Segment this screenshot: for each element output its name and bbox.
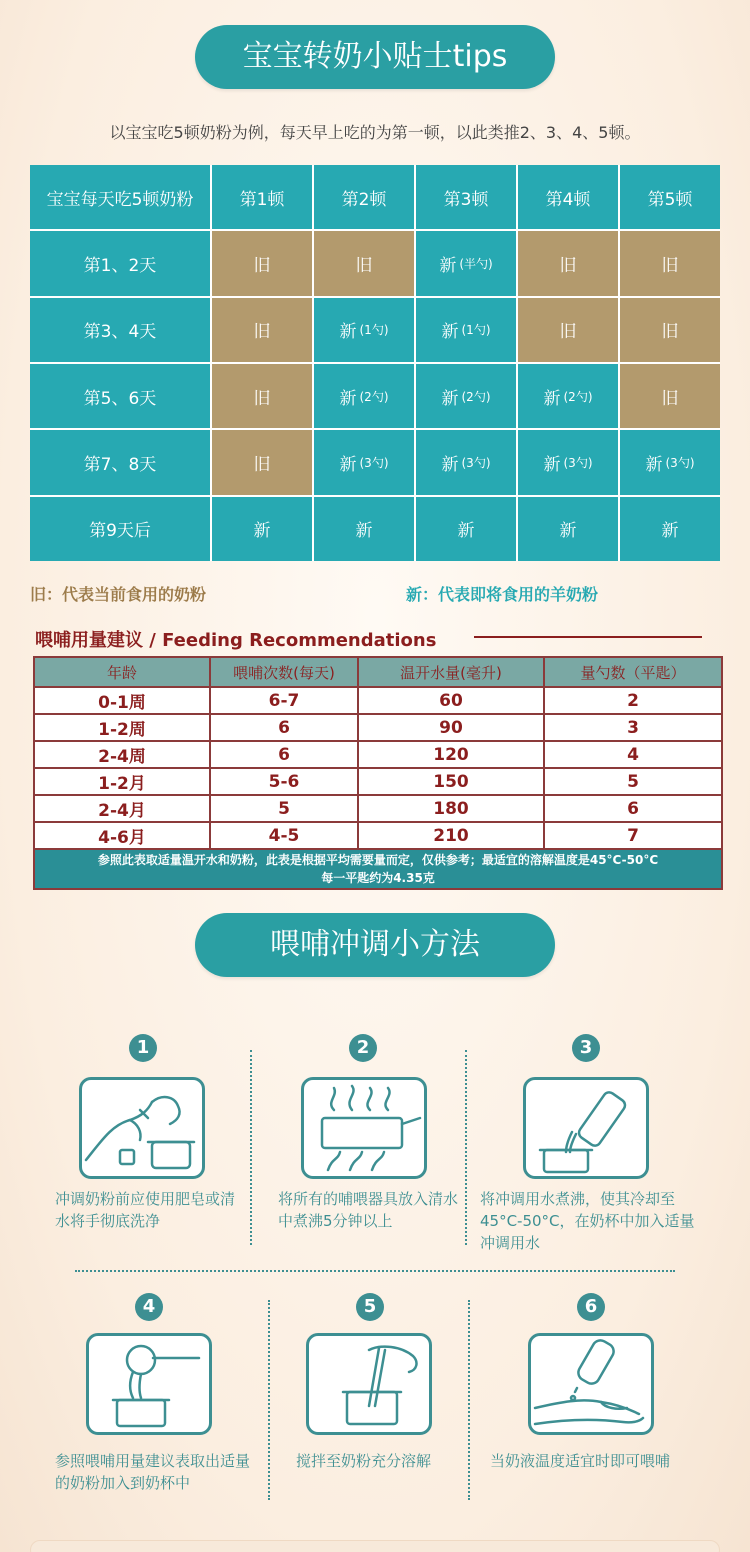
step-text: 搅拌至奶粉充分溶解 [296, 1452, 432, 1470]
table-cell: 2 [544, 687, 722, 714]
step-text: 冲调奶粉前应使用肥皂或清水将手彻底洗净 [55, 1190, 236, 1230]
divider [250, 1050, 252, 1245]
legend-old: 旧：代表当前食用的奶粉 [30, 585, 207, 604]
cell-new-formula [518, 430, 618, 494]
cell-new-formula [416, 497, 516, 561]
cell-label: 新 [339, 388, 357, 409]
table-cell: 6-7 [210, 687, 358, 714]
cell-scoop-note: (2勺) [359, 389, 389, 404]
cell-label: 新 [339, 454, 357, 475]
cell-label: 旧 [661, 388, 679, 409]
table-cell: 2-4月 [34, 795, 210, 822]
table-header-cell: 第2顿 [314, 165, 414, 229]
section-title-tips: 宝宝转奶小贴士tips [195, 25, 555, 89]
feeding-table [33, 656, 723, 890]
cell-scoop-note: (2勺) [563, 389, 593, 404]
cell-label: 新 [355, 521, 373, 542]
step-text: 将冲调用水煮沸，使其冷却至45°C-50°C，在奶杯中加入适量冲调用水 [480, 1190, 695, 1252]
cell-old-formula [212, 364, 312, 428]
cell-label: 旧 [559, 322, 577, 343]
cell-old-formula [518, 231, 618, 295]
cell-new-formula [314, 430, 414, 494]
table-cell: 90 [358, 714, 544, 741]
step-text: 将所有的哺喂器具放入清水中煮沸5分钟以上 [278, 1190, 459, 1230]
stir-icon [306, 1333, 432, 1435]
table-cell: 3 [544, 714, 722, 741]
table-row-label: 第9天后 [30, 497, 210, 561]
cell-label: 新 [457, 521, 475, 542]
table-row-label: 第7、8天 [30, 430, 210, 494]
table-row [34, 768, 722, 795]
cell-label: 新 [441, 322, 459, 343]
feeding-title: 喂哺用量建议 / Feeding Recommendations [35, 630, 437, 651]
step-number: 6 [577, 1293, 605, 1321]
table-cell: 60 [358, 687, 544, 714]
cell-old-formula [212, 298, 312, 362]
step-number: 2 [349, 1034, 377, 1062]
cell-label: 旧 [355, 255, 373, 276]
cell-old-formula [212, 231, 312, 295]
table-cell: 5 [544, 768, 722, 795]
table-header-cell: 宝宝每天吃5顿奶粉 [30, 165, 210, 229]
cell-label: 新 [559, 521, 577, 542]
table-cell: 4 [544, 741, 722, 768]
feeding-header-water: 温开水量(毫升) [358, 657, 544, 687]
step-number: 4 [135, 1293, 163, 1321]
cell-new-formula [620, 430, 720, 494]
feeding-header-scoops: 量勺数（平匙） [544, 657, 722, 687]
step-text: 当奶液温度适宜时即可喂哺 [490, 1452, 671, 1470]
cell-scoop-note: (1勺) [461, 323, 491, 338]
cell-scoop-note: (3勺) [359, 455, 389, 470]
boil-pot-icon [301, 1077, 427, 1179]
table-row [34, 822, 722, 849]
feeding-header-times: 喂哺次数(每天) [210, 657, 358, 687]
table-header-cell: 第5顿 [620, 165, 720, 229]
table-cell: 4-5 [210, 822, 358, 849]
cell-new-formula [416, 298, 516, 362]
table-cell: 120 [358, 741, 544, 768]
bottom-bar [30, 1540, 720, 1552]
cell-old-formula [314, 231, 414, 295]
wash-hands-icon [79, 1077, 205, 1179]
table-row [34, 741, 722, 768]
cell-new-formula [314, 298, 414, 362]
cell-label: 新 [645, 454, 663, 475]
table-cell: 5-6 [210, 768, 358, 795]
transition-table [30, 165, 720, 561]
table-cell: 1-2月 [34, 768, 210, 795]
feeding-note-line1: 参照此表取适量温开水和奶粉，此表是根据平均需要量而定，仅供参考；最适宜的溶解温度是45°C-50°C [97, 853, 659, 867]
intro-text: 以宝宝吃5顿奶粉为例，每天早上吃的为第一顿，以此类推2、3、4、5顿。 [109, 123, 641, 142]
table-cell: 6 [210, 741, 358, 768]
cell-label: 新 [543, 454, 561, 475]
table-cell: 1-2周 [34, 714, 210, 741]
pour-water-icon [523, 1077, 649, 1179]
table-cell: 2-4周 [34, 741, 210, 768]
cell-label: 新 [441, 388, 459, 409]
table-cell: 6 [210, 714, 358, 741]
cell-label: 旧 [253, 255, 271, 276]
divider [465, 1050, 467, 1245]
cell-label: 旧 [253, 454, 271, 475]
cell-label: 新 [441, 454, 459, 475]
table-cell: 0-1周 [34, 687, 210, 714]
cell-new-formula [314, 364, 414, 428]
cell-label: 新 [661, 521, 679, 542]
cell-new-formula [416, 231, 516, 295]
step-number: 5 [356, 1293, 384, 1321]
title-underline [474, 636, 702, 638]
step-number: 3 [572, 1034, 600, 1062]
table-row-label: 第3、4天 [30, 298, 210, 362]
cell-scoop-note: (3勺) [665, 455, 695, 470]
table-row-label: 第5、6天 [30, 364, 210, 428]
feeding-header-age: 年龄 [34, 657, 210, 687]
step-text: 参照喂哺用量建议表取出适量的奶粉加入到奶杯中 [55, 1452, 251, 1492]
cell-label: 旧 [661, 255, 679, 276]
cell-label: 旧 [559, 255, 577, 276]
cell-old-formula [620, 231, 720, 295]
table-header-cell: 第3顿 [416, 165, 516, 229]
cell-new-formula [620, 497, 720, 561]
test-temperature-icon [528, 1333, 654, 1435]
table-cell: 7 [544, 822, 722, 849]
cell-scoop-note: (3勺) [563, 455, 593, 470]
table-cell: 6 [544, 795, 722, 822]
cell-new-formula [416, 430, 516, 494]
table-cell: 150 [358, 768, 544, 795]
cell-new-formula [314, 497, 414, 561]
table-header-cell: 第4顿 [518, 165, 618, 229]
table-cell: 5 [210, 795, 358, 822]
cell-old-formula [620, 298, 720, 362]
table-row [34, 687, 722, 714]
cell-label: 新 [543, 388, 561, 409]
table-cell: 210 [358, 822, 544, 849]
cell-scoop-note: (1勺) [359, 323, 389, 338]
table-cell: 180 [358, 795, 544, 822]
cell-label: 新 [439, 255, 457, 276]
table-header-cell: 第1顿 [212, 165, 312, 229]
legend-new: 新：代表即将食用的羊奶粉 [406, 585, 599, 604]
table-row [34, 714, 722, 741]
cell-old-formula [212, 430, 312, 494]
cell-new-formula [212, 497, 312, 561]
cell-label: 旧 [661, 322, 679, 343]
cell-label: 旧 [253, 388, 271, 409]
cell-label: 旧 [253, 322, 271, 343]
table-row [34, 795, 722, 822]
divider [468, 1300, 470, 1500]
table-cell: 4-6月 [34, 822, 210, 849]
cell-scoop-note: (半勺) [459, 256, 493, 271]
feeding-note-line2: 每一平匙约为4.35克 [321, 871, 435, 885]
cell-old-formula [620, 364, 720, 428]
feeding-note [34, 849, 722, 889]
table-row-label: 第1、2天 [30, 231, 210, 295]
cell-new-formula [416, 364, 516, 428]
divider [75, 1270, 675, 1272]
step-number: 1 [129, 1034, 157, 1062]
cell-old-formula [518, 298, 618, 362]
cell-scoop-note: (2勺) [461, 389, 491, 404]
cell-new-formula [518, 497, 618, 561]
cell-scoop-note: (3勺) [461, 455, 491, 470]
cell-new-formula [518, 364, 618, 428]
divider [268, 1300, 270, 1500]
section-title-method: 喂哺冲调小方法 [195, 913, 555, 977]
cell-label: 新 [253, 521, 271, 542]
cell-label: 新 [339, 322, 357, 343]
scoop-powder-icon [86, 1333, 212, 1435]
